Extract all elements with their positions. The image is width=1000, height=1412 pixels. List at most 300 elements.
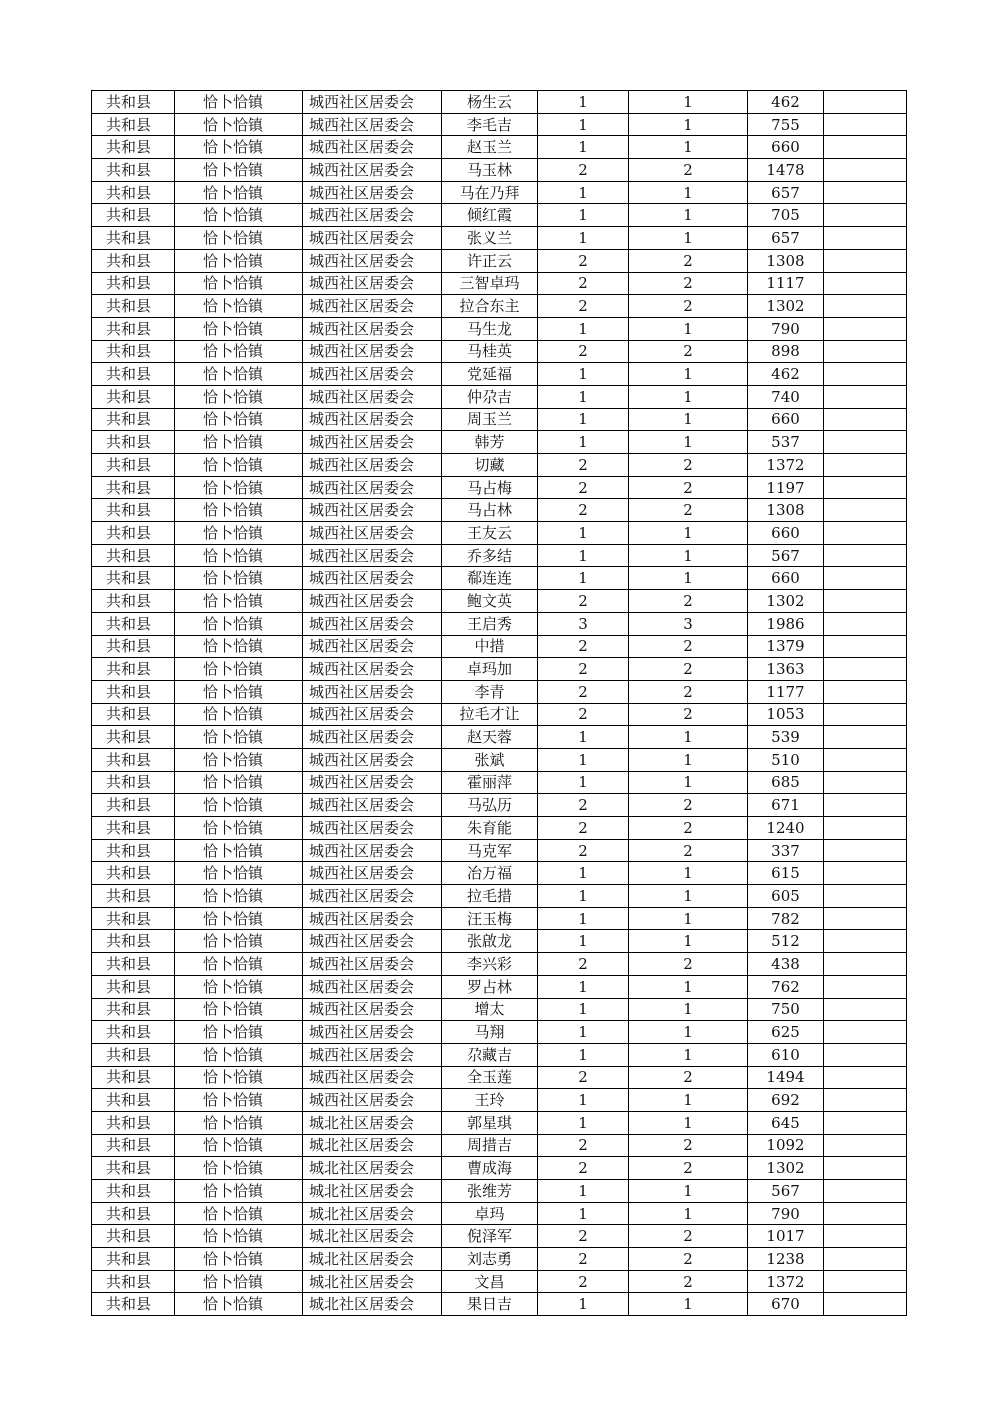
- remark-cell: [824, 658, 907, 681]
- amount-cell: 660: [748, 567, 824, 590]
- households-cell: 2: [538, 1157, 629, 1180]
- households-cell: 1: [538, 1089, 629, 1112]
- households-cell: 2: [538, 658, 629, 681]
- name-cell: 果日吉: [442, 1293, 538, 1316]
- county-cell: 共和县: [92, 204, 175, 227]
- remark-cell: [824, 975, 907, 998]
- town-cell: 恰卜恰镇: [175, 1089, 303, 1112]
- remark-cell: [824, 249, 907, 272]
- county-cell: 共和县: [92, 1111, 175, 1134]
- households-cell: 1: [538, 998, 629, 1021]
- persons-cell: 1: [629, 385, 748, 408]
- town-cell: 恰卜恰镇: [175, 817, 303, 840]
- households-cell: 2: [538, 1066, 629, 1089]
- remark-cell: [824, 227, 907, 250]
- community-cell: 城西社区居委会: [303, 113, 442, 136]
- amount-cell: 462: [748, 91, 824, 114]
- table-row: [92, 159, 907, 182]
- remark-cell: [824, 726, 907, 749]
- amount-cell: 1372: [748, 1270, 824, 1293]
- town-cell: 恰卜恰镇: [175, 953, 303, 976]
- table-row: [92, 680, 907, 703]
- table-row: [92, 1157, 907, 1180]
- name-cell: 仲尕吉: [442, 385, 538, 408]
- amount-cell: 537: [748, 431, 824, 454]
- town-cell: 恰卜恰镇: [175, 1043, 303, 1066]
- community-cell: 城西社区居委会: [303, 748, 442, 771]
- town-cell: 恰卜恰镇: [175, 567, 303, 590]
- community-cell: 城西社区居委会: [303, 1089, 442, 1112]
- name-cell: 全玉莲: [442, 1066, 538, 1089]
- amount-cell: 512: [748, 930, 824, 953]
- town-cell: 恰卜恰镇: [175, 1066, 303, 1089]
- persons-cell: 2: [629, 249, 748, 272]
- data-table: [91, 90, 907, 1316]
- table-row: [92, 227, 907, 250]
- remark-cell: [824, 295, 907, 318]
- community-cell: 城西社区居委会: [303, 295, 442, 318]
- remark-cell: [824, 1225, 907, 1248]
- persons-cell: 2: [629, 1270, 748, 1293]
- county-cell: 共和县: [92, 953, 175, 976]
- table-row: [92, 1111, 907, 1134]
- county-cell: 共和县: [92, 839, 175, 862]
- town-cell: 恰卜恰镇: [175, 340, 303, 363]
- table-row: [92, 1293, 907, 1316]
- table-row: [92, 1180, 907, 1203]
- community-cell: 城西社区居委会: [303, 544, 442, 567]
- persons-cell: 1: [629, 748, 748, 771]
- town-cell: 恰卜恰镇: [175, 748, 303, 771]
- name-cell: 卓玛加: [442, 658, 538, 681]
- persons-cell: 2: [629, 454, 748, 477]
- amount-cell: 1478: [748, 159, 824, 182]
- remark-cell: [824, 340, 907, 363]
- persons-cell: 1: [629, 930, 748, 953]
- table-row: [92, 635, 907, 658]
- persons-cell: 1: [629, 181, 748, 204]
- persons-cell: 2: [629, 794, 748, 817]
- community-cell: 城北社区居委会: [303, 1157, 442, 1180]
- table-row: [92, 1270, 907, 1293]
- name-cell: 卓玛: [442, 1202, 538, 1225]
- community-cell: 城西社区居委会: [303, 907, 442, 930]
- community-cell: 城西社区居委会: [303, 476, 442, 499]
- community-cell: 城北社区居委会: [303, 1225, 442, 1248]
- amount-cell: 1092: [748, 1134, 824, 1157]
- households-cell: 1: [538, 726, 629, 749]
- households-cell: 1: [538, 748, 629, 771]
- households-cell: 1: [538, 317, 629, 340]
- county-cell: 共和县: [92, 862, 175, 885]
- amount-cell: 1017: [748, 1225, 824, 1248]
- amount-cell: 510: [748, 748, 824, 771]
- county-cell: 共和县: [92, 363, 175, 386]
- persons-cell: 1: [629, 522, 748, 545]
- town-cell: 恰卜恰镇: [175, 227, 303, 250]
- persons-cell: 2: [629, 703, 748, 726]
- county-cell: 共和县: [92, 1021, 175, 1044]
- town-cell: 恰卜恰镇: [175, 930, 303, 953]
- community-cell: 城西社区居委会: [303, 771, 442, 794]
- households-cell: 1: [538, 204, 629, 227]
- remark-cell: [824, 1134, 907, 1157]
- county-cell: 共和县: [92, 726, 175, 749]
- town-cell: 恰卜恰镇: [175, 635, 303, 658]
- name-cell: 刘志勇: [442, 1248, 538, 1271]
- town-cell: 恰卜恰镇: [175, 454, 303, 477]
- county-cell: 共和县: [92, 1157, 175, 1180]
- remark-cell: [824, 590, 907, 613]
- town-cell: 恰卜恰镇: [175, 91, 303, 114]
- county-cell: 共和县: [92, 817, 175, 840]
- town-cell: 恰卜恰镇: [175, 658, 303, 681]
- table-row: [92, 794, 907, 817]
- town-cell: 恰卜恰镇: [175, 1293, 303, 1316]
- amount-cell: 605: [748, 885, 824, 908]
- table-row: [92, 454, 907, 477]
- households-cell: 1: [538, 975, 629, 998]
- name-cell: 马玉林: [442, 159, 538, 182]
- amount-cell: 685: [748, 771, 824, 794]
- community-cell: 城西社区居委会: [303, 817, 442, 840]
- name-cell: 马生龙: [442, 317, 538, 340]
- remark-cell: [824, 1111, 907, 1134]
- remark-cell: [824, 408, 907, 431]
- community-cell: 城西社区居委会: [303, 703, 442, 726]
- remark-cell: [824, 953, 907, 976]
- persons-cell: 2: [629, 817, 748, 840]
- amount-cell: 645: [748, 1111, 824, 1134]
- community-cell: 城北社区居委会: [303, 1248, 442, 1271]
- persons-cell: 2: [629, 680, 748, 703]
- persons-cell: 2: [629, 1066, 748, 1089]
- county-cell: 共和县: [92, 454, 175, 477]
- remark-cell: [824, 363, 907, 386]
- households-cell: 2: [538, 635, 629, 658]
- town-cell: 恰卜恰镇: [175, 839, 303, 862]
- community-cell: 城西社区居委会: [303, 408, 442, 431]
- town-cell: 恰卜恰镇: [175, 522, 303, 545]
- table-row: [92, 204, 907, 227]
- town-cell: 恰卜恰镇: [175, 590, 303, 613]
- name-cell: 汪玉梅: [442, 907, 538, 930]
- remark-cell: [824, 91, 907, 114]
- county-cell: 共和县: [92, 1293, 175, 1316]
- town-cell: 恰卜恰镇: [175, 612, 303, 635]
- remark-cell: [824, 567, 907, 590]
- community-cell: 城西社区居委会: [303, 272, 442, 295]
- remark-cell: [824, 680, 907, 703]
- name-cell: 文昌: [442, 1270, 538, 1293]
- households-cell: 1: [538, 1293, 629, 1316]
- name-cell: 朱育能: [442, 817, 538, 840]
- town-cell: 恰卜恰镇: [175, 680, 303, 703]
- remark-cell: [824, 748, 907, 771]
- persons-cell: 2: [629, 272, 748, 295]
- persons-cell: 1: [629, 363, 748, 386]
- community-cell: 城西社区居委会: [303, 998, 442, 1021]
- name-cell: 赵天蓉: [442, 726, 538, 749]
- name-cell: 周措吉: [442, 1134, 538, 1157]
- persons-cell: 1: [629, 1180, 748, 1203]
- table-row: [92, 703, 907, 726]
- name-cell: 霍丽萍: [442, 771, 538, 794]
- county-cell: 共和县: [92, 159, 175, 182]
- persons-cell: 2: [629, 953, 748, 976]
- persons-cell: 1: [629, 1043, 748, 1066]
- persons-cell: 1: [629, 1089, 748, 1112]
- community-cell: 城北社区居委会: [303, 1293, 442, 1316]
- persons-cell: 2: [629, 476, 748, 499]
- households-cell: 2: [538, 839, 629, 862]
- table-row: [92, 885, 907, 908]
- name-cell: 杨生云: [442, 91, 538, 114]
- households-cell: 2: [538, 1248, 629, 1271]
- name-cell: 罗占林: [442, 975, 538, 998]
- table-row: [92, 385, 907, 408]
- town-cell: 恰卜恰镇: [175, 1021, 303, 1044]
- amount-cell: 660: [748, 408, 824, 431]
- county-cell: 共和县: [92, 1089, 175, 1112]
- remark-cell: [824, 771, 907, 794]
- remark-cell: [824, 159, 907, 182]
- table-row: [92, 544, 907, 567]
- community-cell: 城西社区居委会: [303, 1043, 442, 1066]
- county-cell: 共和县: [92, 975, 175, 998]
- county-cell: 共和县: [92, 340, 175, 363]
- amount-cell: 762: [748, 975, 824, 998]
- community-cell: 城西社区居委会: [303, 612, 442, 635]
- name-cell: 赵玉兰: [442, 136, 538, 159]
- town-cell: 恰卜恰镇: [175, 794, 303, 817]
- persons-cell: 2: [629, 1157, 748, 1180]
- name-cell: 马桂英: [442, 340, 538, 363]
- county-cell: 共和县: [92, 998, 175, 1021]
- households-cell: 1: [538, 91, 629, 114]
- remark-cell: [824, 136, 907, 159]
- county-cell: 共和县: [92, 658, 175, 681]
- table-row: [92, 340, 907, 363]
- remark-cell: [824, 431, 907, 454]
- table-row: [92, 363, 907, 386]
- households-cell: 1: [538, 930, 629, 953]
- households-cell: 3: [538, 612, 629, 635]
- amount-cell: 1379: [748, 635, 824, 658]
- households-cell: 2: [538, 680, 629, 703]
- households-cell: 1: [538, 1021, 629, 1044]
- amount-cell: 670: [748, 1293, 824, 1316]
- county-cell: 共和县: [92, 794, 175, 817]
- households-cell: 2: [538, 499, 629, 522]
- amount-cell: 610: [748, 1043, 824, 1066]
- community-cell: 城西社区居委会: [303, 567, 442, 590]
- table-row: [92, 317, 907, 340]
- households-cell: 2: [538, 1225, 629, 1248]
- county-cell: 共和县: [92, 635, 175, 658]
- town-cell: 恰卜恰镇: [175, 726, 303, 749]
- remark-cell: [824, 885, 907, 908]
- households-cell: 1: [538, 113, 629, 136]
- name-cell: 李兴彩: [442, 953, 538, 976]
- households-cell: 1: [538, 862, 629, 885]
- households-cell: 1: [538, 567, 629, 590]
- table-row: [92, 1225, 907, 1248]
- households-cell: 2: [538, 953, 629, 976]
- persons-cell: 1: [629, 91, 748, 114]
- community-cell: 城西社区居委会: [303, 862, 442, 885]
- households-cell: 1: [538, 408, 629, 431]
- town-cell: 恰卜恰镇: [175, 499, 303, 522]
- community-cell: 城西社区居委会: [303, 522, 442, 545]
- households-cell: 2: [538, 1134, 629, 1157]
- households-cell: 2: [538, 794, 629, 817]
- name-cell: 周玉兰: [442, 408, 538, 431]
- name-cell: 马翔: [442, 1021, 538, 1044]
- community-cell: 城北社区居委会: [303, 1270, 442, 1293]
- amount-cell: 1197: [748, 476, 824, 499]
- remark-cell: [824, 385, 907, 408]
- community-cell: 城西社区居委会: [303, 658, 442, 681]
- county-cell: 共和县: [92, 703, 175, 726]
- table-row: [92, 907, 907, 930]
- name-cell: 郭星琪: [442, 1111, 538, 1134]
- county-cell: 共和县: [92, 522, 175, 545]
- county-cell: 共和县: [92, 113, 175, 136]
- county-cell: 共和县: [92, 227, 175, 250]
- community-cell: 城西社区居委会: [303, 794, 442, 817]
- households-cell: 2: [538, 476, 629, 499]
- county-cell: 共和县: [92, 1202, 175, 1225]
- remark-cell: [824, 544, 907, 567]
- name-cell: 增太: [442, 998, 538, 1021]
- remark-cell: [824, 499, 907, 522]
- table-row: [92, 975, 907, 998]
- persons-cell: 2: [629, 658, 748, 681]
- remark-cell: [824, 1248, 907, 1271]
- persons-cell: 2: [629, 340, 748, 363]
- name-cell: 鲍文英: [442, 590, 538, 613]
- county-cell: 共和县: [92, 1043, 175, 1066]
- county-cell: 共和县: [92, 249, 175, 272]
- name-cell: 冶万福: [442, 862, 538, 885]
- table-row: [92, 771, 907, 794]
- households-cell: 2: [538, 295, 629, 318]
- households-cell: 1: [538, 363, 629, 386]
- town-cell: 恰卜恰镇: [175, 1134, 303, 1157]
- amount-cell: 567: [748, 1180, 824, 1203]
- table-row: [92, 748, 907, 771]
- table-row: [92, 590, 907, 613]
- remark-cell: [824, 635, 907, 658]
- name-cell: 张啟龙: [442, 930, 538, 953]
- households-cell: 2: [538, 340, 629, 363]
- county-cell: 共和县: [92, 272, 175, 295]
- amount-cell: 790: [748, 1202, 824, 1225]
- table-row: [92, 272, 907, 295]
- community-cell: 城西社区居委会: [303, 635, 442, 658]
- table-row: [92, 295, 907, 318]
- table-row: [92, 726, 907, 749]
- community-cell: 城西社区居委会: [303, 317, 442, 340]
- town-cell: 恰卜恰镇: [175, 181, 303, 204]
- amount-cell: 660: [748, 522, 824, 545]
- amount-cell: 337: [748, 839, 824, 862]
- county-cell: 共和县: [92, 385, 175, 408]
- households-cell: 1: [538, 1202, 629, 1225]
- remark-cell: [824, 454, 907, 477]
- households-cell: 2: [538, 703, 629, 726]
- households-cell: 1: [538, 907, 629, 930]
- persons-cell: 3: [629, 612, 748, 635]
- county-cell: 共和县: [92, 567, 175, 590]
- amount-cell: 1986: [748, 612, 824, 635]
- remark-cell: [824, 181, 907, 204]
- town-cell: 恰卜恰镇: [175, 1248, 303, 1271]
- name-cell: 许正云: [442, 249, 538, 272]
- community-cell: 城西社区居委会: [303, 431, 442, 454]
- county-cell: 共和县: [92, 748, 175, 771]
- community-cell: 城西社区居委会: [303, 204, 442, 227]
- county-cell: 共和县: [92, 476, 175, 499]
- town-cell: 恰卜恰镇: [175, 862, 303, 885]
- name-cell: 王友云: [442, 522, 538, 545]
- amount-cell: 462: [748, 363, 824, 386]
- county-cell: 共和县: [92, 930, 175, 953]
- town-cell: 恰卜恰镇: [175, 1202, 303, 1225]
- name-cell: 王玲: [442, 1089, 538, 1112]
- remark-cell: [824, 1293, 907, 1316]
- remark-cell: [824, 1270, 907, 1293]
- name-cell: 马在乃拜: [442, 181, 538, 204]
- persons-cell: 1: [629, 1202, 748, 1225]
- town-cell: 恰卜恰镇: [175, 1225, 303, 1248]
- persons-cell: 1: [629, 998, 748, 1021]
- county-cell: 共和县: [92, 91, 175, 114]
- community-cell: 城西社区居委会: [303, 499, 442, 522]
- households-cell: 1: [538, 181, 629, 204]
- persons-cell: 2: [629, 295, 748, 318]
- table-row: [92, 612, 907, 635]
- name-cell: 张斌: [442, 748, 538, 771]
- table-row: [92, 658, 907, 681]
- households-cell: 1: [538, 544, 629, 567]
- households-cell: 2: [538, 454, 629, 477]
- amount-cell: 567: [748, 544, 824, 567]
- community-cell: 城西社区居委会: [303, 385, 442, 408]
- persons-cell: 1: [629, 1111, 748, 1134]
- persons-cell: 1: [629, 431, 748, 454]
- amount-cell: 705: [748, 204, 824, 227]
- town-cell: 恰卜恰镇: [175, 136, 303, 159]
- community-cell: 城西社区居委会: [303, 181, 442, 204]
- county-cell: 共和县: [92, 771, 175, 794]
- persons-cell: 1: [629, 544, 748, 567]
- amount-cell: 1302: [748, 1157, 824, 1180]
- county-cell: 共和县: [92, 544, 175, 567]
- amount-cell: 740: [748, 385, 824, 408]
- persons-cell: 1: [629, 317, 748, 340]
- county-cell: 共和县: [92, 431, 175, 454]
- town-cell: 恰卜恰镇: [175, 771, 303, 794]
- county-cell: 共和县: [92, 907, 175, 930]
- table-row: [92, 839, 907, 862]
- table-row: [92, 476, 907, 499]
- name-cell: 王启秀: [442, 612, 538, 635]
- town-cell: 恰卜恰镇: [175, 113, 303, 136]
- table-row: [92, 431, 907, 454]
- amount-cell: 1053: [748, 703, 824, 726]
